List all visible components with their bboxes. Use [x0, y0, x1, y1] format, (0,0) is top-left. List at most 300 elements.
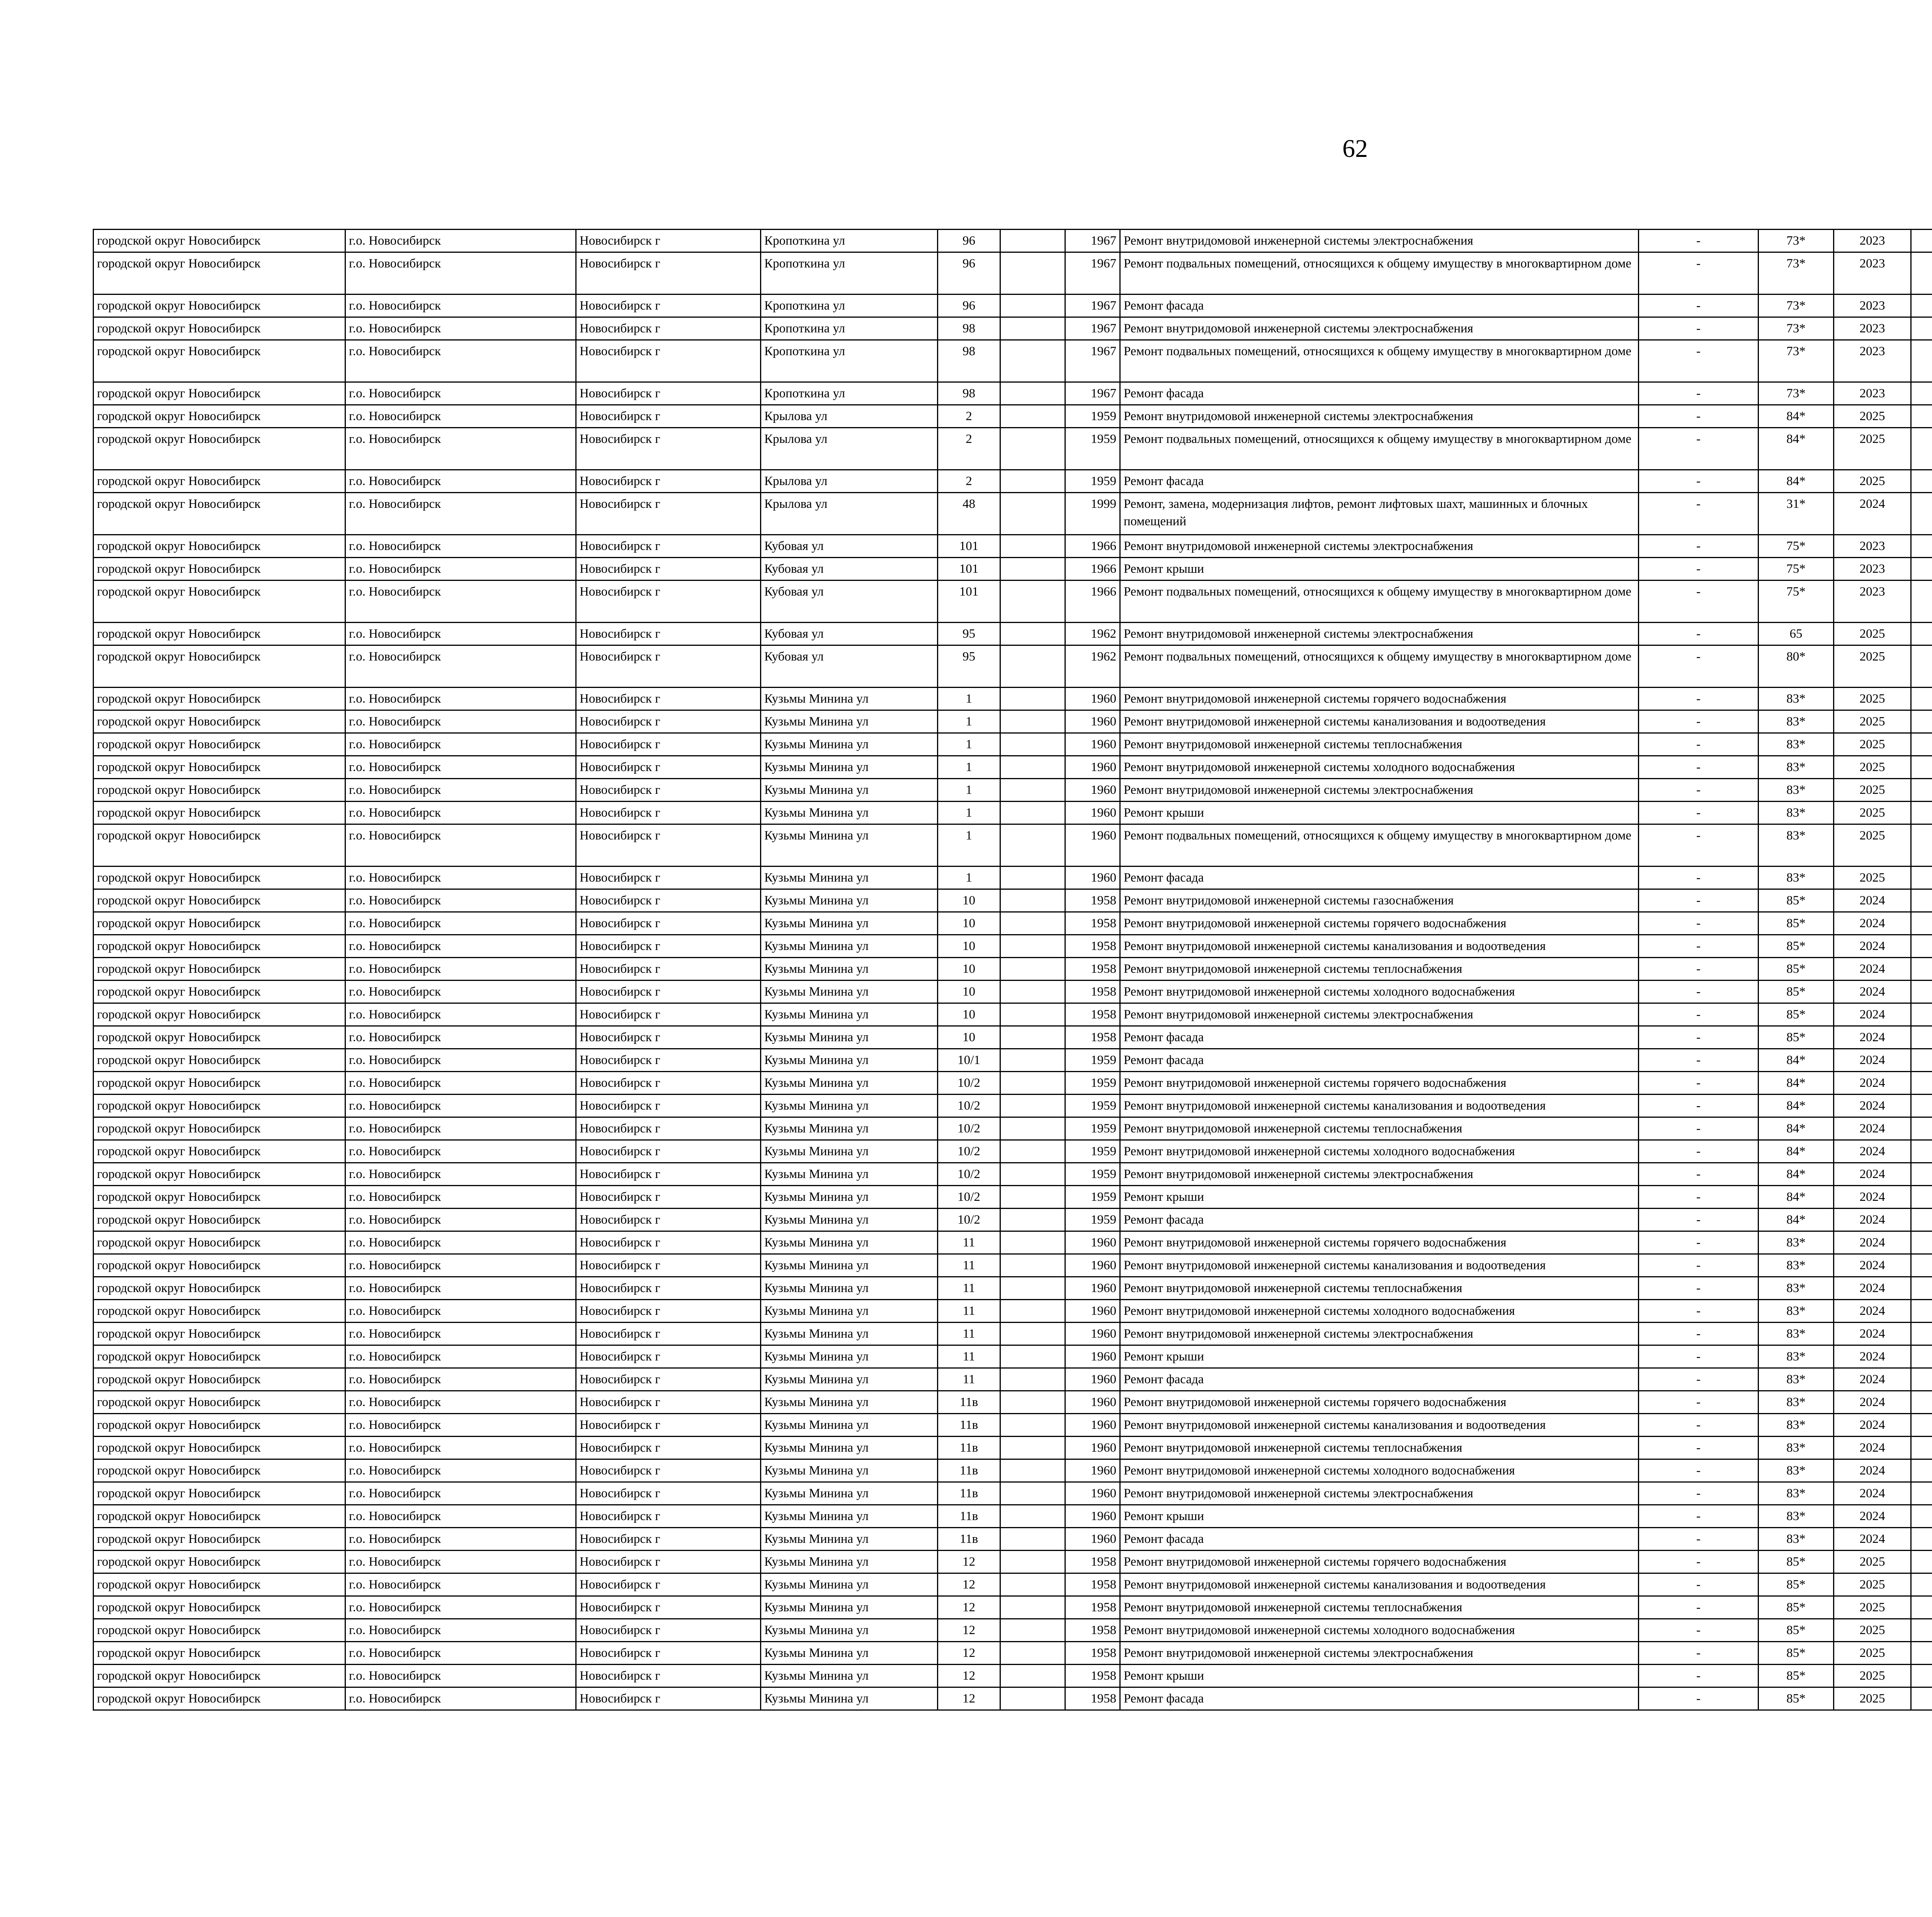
cell-work-type: Ремонт крыши: [1120, 1505, 1639, 1528]
cell-work-type: Ремонт внутридомовой инженерной системы теплоснабжения: [1120, 958, 1639, 981]
cell-year-end: [1911, 493, 1932, 535]
cell-house: 12: [938, 1619, 1000, 1642]
table-row: [94, 230, 1932, 252]
cell-service-life: 83*: [1759, 710, 1834, 733]
cell-house: 98: [938, 382, 1000, 405]
cell-building: [1000, 428, 1065, 470]
cell-house: 10/2: [938, 1186, 1000, 1209]
table-row: [94, 623, 1932, 645]
cell-note: -: [1639, 1459, 1759, 1482]
table-row: [94, 645, 1932, 688]
cell-building: [1000, 1437, 1065, 1459]
cell-service-life: 84*: [1759, 1209, 1834, 1231]
cell-district: городской округ Новосибирск: [94, 756, 345, 779]
cell-note: -: [1639, 581, 1759, 623]
cell-street: Кузьмы Минина ул: [761, 1437, 938, 1459]
cell-year-built: 1962: [1065, 623, 1120, 645]
cell-note: -: [1639, 1687, 1759, 1710]
cell-settlement-type: г.о. Новосибирск: [345, 710, 576, 733]
cell-building: [1000, 1003, 1065, 1026]
cell-settlement-type: г.о. Новосибирск: [345, 382, 576, 405]
capital-repair-register-table: [93, 229, 1932, 1711]
cell-service-life: 85*: [1759, 1596, 1834, 1619]
cell-house: 10/2: [938, 1072, 1000, 1095]
cell-year-end: [1911, 1665, 1932, 1687]
cell-settlement: Новосибирск г: [576, 756, 761, 779]
cell-settlement: Новосибирск г: [576, 935, 761, 958]
cell-street: Кузьмы Минина ул: [761, 1596, 938, 1619]
cell-year-built: 1960: [1065, 688, 1120, 710]
table-row: [94, 733, 1932, 756]
cell-year-built: 1960: [1065, 779, 1120, 802]
cell-service-life: 83*: [1759, 802, 1834, 824]
table-row: [94, 428, 1932, 470]
cell-settlement: Новосибирск г: [576, 428, 761, 470]
cell-note: -: [1639, 340, 1759, 382]
cell-year-start: 2024: [1834, 1049, 1911, 1072]
cell-settlement: Новосибирск г: [576, 382, 761, 405]
cell-settlement-type: г.о. Новосибирск: [345, 733, 576, 756]
cell-service-life: 84*: [1759, 1072, 1834, 1095]
cell-building: [1000, 1459, 1065, 1482]
cell-settlement-type: г.о. Новосибирск: [345, 1505, 576, 1528]
cell-building: [1000, 889, 1065, 912]
cell-settlement: Новосибирск г: [576, 1231, 761, 1254]
cell-district: городской округ Новосибирск: [94, 1368, 345, 1391]
cell-settlement-type: г.о. Новосибирск: [345, 340, 576, 382]
table-row: [94, 1505, 1932, 1528]
cell-year-start: 2024: [1834, 1459, 1911, 1482]
cell-work-type: Ремонт, замена, модернизация лифтов, ремонт лифтовых шахт, машинных и блочных помещений: [1120, 493, 1639, 535]
cell-year-start: 2024: [1834, 1300, 1911, 1323]
cell-work-type: Ремонт внутридомовой инженерной системы горячего водоснабжения: [1120, 1231, 1639, 1254]
cell-settlement-type: г.о. Новосибирск: [345, 824, 576, 867]
cell-year-end: [1911, 756, 1932, 779]
table-row: [94, 493, 1932, 535]
cell-work-type: Ремонт подвальных помещений, относящихся к общему имуществу в многоквартирном доме: [1120, 428, 1639, 470]
cell-year-end: [1911, 623, 1932, 645]
cell-year-start: 2023: [1834, 382, 1911, 405]
cell-house: 10/2: [938, 1117, 1000, 1140]
cell-street: Кропоткина ул: [761, 340, 938, 382]
cell-settlement: Новосибирск г: [576, 1368, 761, 1391]
cell-settlement-type: г.о. Новосибирск: [345, 405, 576, 428]
cell-year-built: 1958: [1065, 1687, 1120, 1710]
register-body: [94, 230, 1932, 1710]
cell-year-built: 1960: [1065, 1414, 1120, 1437]
cell-year-start: 2025: [1834, 1619, 1911, 1642]
cell-settlement: Новосибирск г: [576, 1095, 761, 1117]
table-row: [94, 1186, 1932, 1209]
cell-settlement-type: г.о. Новосибирск: [345, 1095, 576, 1117]
cell-year-end: [1911, 535, 1932, 558]
cell-street: Кузьмы Минина ул: [761, 1277, 938, 1300]
cell-year-start: 2023: [1834, 230, 1911, 252]
cell-year-built: 1960: [1065, 1345, 1120, 1368]
cell-note: -: [1639, 493, 1759, 535]
table-row: [94, 1072, 1932, 1095]
cell-year-start: 2024: [1834, 1323, 1911, 1345]
cell-house: 95: [938, 645, 1000, 688]
cell-street: Кузьмы Минина ул: [761, 1528, 938, 1551]
cell-year-start: 2025: [1834, 1551, 1911, 1573]
cell-year-built: 1959: [1065, 470, 1120, 493]
cell-street: Кузьмы Минина ул: [761, 935, 938, 958]
cell-service-life: 83*: [1759, 1368, 1834, 1391]
cell-building: [1000, 1140, 1065, 1163]
cell-year-end: [1911, 1072, 1932, 1095]
table-row: [94, 710, 1932, 733]
table-row: [94, 935, 1932, 958]
cell-note: -: [1639, 1140, 1759, 1163]
cell-year-start: 2025: [1834, 1665, 1911, 1687]
cell-settlement: Новосибирск г: [576, 912, 761, 935]
cell-year-end: [1911, 1254, 1932, 1277]
cell-house: 12: [938, 1642, 1000, 1665]
cell-note: -: [1639, 1277, 1759, 1300]
cell-service-life: 75*: [1759, 535, 1834, 558]
cell-service-life: 83*: [1759, 688, 1834, 710]
cell-district: городской округ Новосибирск: [94, 1254, 345, 1277]
cell-year-built: 1967: [1065, 295, 1120, 317]
cell-street: Кузьмы Минина ул: [761, 1323, 938, 1345]
cell-year-built: 1960: [1065, 1459, 1120, 1482]
cell-street: Кузьмы Минина ул: [761, 1368, 938, 1391]
table-row: [94, 1414, 1932, 1437]
table-row: [94, 1209, 1932, 1231]
cell-year-start: 2025: [1834, 470, 1911, 493]
cell-settlement-type: г.о. Новосибирск: [345, 295, 576, 317]
cell-note: -: [1639, 295, 1759, 317]
cell-work-type: Ремонт внутридомовой инженерной системы канализования и водоотведения: [1120, 710, 1639, 733]
cell-year-built: 1960: [1065, 733, 1120, 756]
cell-district: городской округ Новосибирск: [94, 1095, 345, 1117]
cell-work-type: Ремонт внутридомовой инженерной системы электроснабжения: [1120, 230, 1639, 252]
cell-settlement-type: г.о. Новосибирск: [345, 1140, 576, 1163]
cell-street: Кузьмы Минина ул: [761, 1072, 938, 1095]
cell-district: городской округ Новосибирск: [94, 935, 345, 958]
cell-year-end: [1911, 1140, 1932, 1163]
table-row: [94, 1528, 1932, 1551]
table-row: [94, 317, 1932, 340]
cell-street: Кузьмы Минина ул: [761, 1140, 938, 1163]
cell-settlement: Новосибирск г: [576, 1505, 761, 1528]
cell-note: -: [1639, 1323, 1759, 1345]
cell-year-built: 1959: [1065, 1095, 1120, 1117]
cell-street: Кузьмы Минина ул: [761, 1163, 938, 1186]
cell-settlement-type: г.о. Новосибирск: [345, 1300, 576, 1323]
cell-settlement: Новосибирск г: [576, 1345, 761, 1368]
cell-work-type: Ремонт внутридомовой инженерной системы электроснабжения: [1120, 317, 1639, 340]
cell-street: Кузьмы Минина ул: [761, 1619, 938, 1642]
table-row: [94, 688, 1932, 710]
cell-work-type: Ремонт фасада: [1120, 470, 1639, 493]
table-row: [94, 802, 1932, 824]
cell-work-type: Ремонт внутридомовой инженерной системы канализования и водоотведения: [1120, 1414, 1639, 1437]
cell-house: 1: [938, 756, 1000, 779]
cell-work-type: Ремонт фасада: [1120, 867, 1639, 889]
cell-note: -: [1639, 1231, 1759, 1254]
cell-settlement-type: г.о. Новосибирск: [345, 1368, 576, 1391]
cell-settlement: Новосибирск г: [576, 1619, 761, 1642]
cell-house: 11: [938, 1300, 1000, 1323]
cell-street: Крылова ул: [761, 493, 938, 535]
cell-district: городской округ Новосибирск: [94, 1323, 345, 1345]
cell-house: 10/2: [938, 1209, 1000, 1231]
cell-building: [1000, 1254, 1065, 1277]
cell-street: Кузьмы Минина ул: [761, 1505, 938, 1528]
cell-year-built: 1966: [1065, 535, 1120, 558]
cell-district: городской округ Новосибирск: [94, 252, 345, 295]
cell-district: городской округ Новосибирск: [94, 1163, 345, 1186]
cell-work-type: Ремонт внутридомовой инженерной системы канализования и водоотведения: [1120, 1573, 1639, 1596]
cell-service-life: 84*: [1759, 1117, 1834, 1140]
cell-district: городской округ Новосибирск: [94, 733, 345, 756]
cell-service-life: 84*: [1759, 405, 1834, 428]
cell-street: Кузьмы Минина ул: [761, 779, 938, 802]
cell-year-end: [1911, 581, 1932, 623]
cell-year-end: [1911, 1573, 1932, 1596]
cell-building: [1000, 710, 1065, 733]
cell-year-built: 1960: [1065, 710, 1120, 733]
cell-year-end: [1911, 1345, 1932, 1368]
table-row: [94, 1482, 1932, 1505]
cell-year-start: 2024: [1834, 1505, 1911, 1528]
cell-service-life: 73*: [1759, 340, 1834, 382]
cell-year-built: 1960: [1065, 1277, 1120, 1300]
cell-settlement-type: г.о. Новосибирск: [345, 623, 576, 645]
cell-street: Кузьмы Минина ул: [761, 1300, 938, 1323]
cell-year-built: 1959: [1065, 1163, 1120, 1186]
cell-building: [1000, 623, 1065, 645]
cell-service-life: 84*: [1759, 1140, 1834, 1163]
cell-settlement-type: г.о. Новосибирск: [345, 1163, 576, 1186]
cell-note: -: [1639, 779, 1759, 802]
cell-year-start: 2024: [1834, 1231, 1911, 1254]
cell-house: 1: [938, 710, 1000, 733]
cell-building: [1000, 981, 1065, 1003]
cell-district: городской округ Новосибирск: [94, 1026, 345, 1049]
cell-district: городской округ Новосибирск: [94, 230, 345, 252]
cell-service-life: 85*: [1759, 1642, 1834, 1665]
cell-building: [1000, 1300, 1065, 1323]
cell-year-end: [1911, 558, 1932, 581]
cell-work-type: Ремонт внутридомовой инженерной системы канализования и водоотведения: [1120, 935, 1639, 958]
cell-district: городской округ Новосибирск: [94, 295, 345, 317]
cell-district: городской округ Новосибирск: [94, 623, 345, 645]
cell-building: [1000, 1665, 1065, 1687]
cell-house: 11: [938, 1277, 1000, 1300]
cell-work-type: Ремонт внутридомовой инженерной системы теплоснабжения: [1120, 1277, 1639, 1300]
cell-year-start: 2023: [1834, 295, 1911, 317]
cell-building: [1000, 1049, 1065, 1072]
table-row: [94, 958, 1932, 981]
table-row: [94, 405, 1932, 428]
cell-work-type: Ремонт внутридомовой инженерной системы холодного водоснабжения: [1120, 756, 1639, 779]
cell-district: городской округ Новосибирск: [94, 581, 345, 623]
table-row: [94, 1551, 1932, 1573]
cell-building: [1000, 230, 1065, 252]
cell-street: Кубовая ул: [761, 558, 938, 581]
cell-settlement: Новосибирск г: [576, 1323, 761, 1345]
table-row: [94, 779, 1932, 802]
cell-settlement-type: г.о. Новосибирск: [345, 1573, 576, 1596]
cell-district: городской округ Новосибирск: [94, 867, 345, 889]
table-row: [94, 535, 1932, 558]
cell-district: городской округ Новосибирск: [94, 1551, 345, 1573]
cell-building: [1000, 382, 1065, 405]
cell-work-type: Ремонт внутридомовой инженерной системы горячего водоснабжения: [1120, 1072, 1639, 1095]
cell-year-start: 2023: [1834, 252, 1911, 295]
cell-note: -: [1639, 470, 1759, 493]
cell-year-built: 1959: [1065, 405, 1120, 428]
cell-house: 10: [938, 1026, 1000, 1049]
cell-service-life: 83*: [1759, 733, 1834, 756]
cell-year-end: [1911, 824, 1932, 867]
cell-note: -: [1639, 756, 1759, 779]
cell-year-end: [1911, 230, 1932, 252]
cell-service-life: 83*: [1759, 1300, 1834, 1323]
cell-settlement-type: г.о. Новосибирск: [345, 1049, 576, 1072]
cell-service-life: 83*: [1759, 824, 1834, 867]
cell-house: 12: [938, 1573, 1000, 1596]
cell-settlement-type: г.о. Новосибирск: [345, 581, 576, 623]
cell-year-end: [1911, 1596, 1932, 1619]
cell-street: Кузьмы Минина ул: [761, 1186, 938, 1209]
cell-settlement-type: г.о. Новосибирск: [345, 1003, 576, 1026]
cell-house: 2: [938, 405, 1000, 428]
cell-service-life: 85*: [1759, 1619, 1834, 1642]
cell-work-type: Ремонт крыши: [1120, 1186, 1639, 1209]
cell-year-end: [1911, 1049, 1932, 1072]
cell-settlement-type: г.о. Новосибирск: [345, 1254, 576, 1277]
cell-street: Кузьмы Минина ул: [761, 889, 938, 912]
cell-note: -: [1639, 623, 1759, 645]
cell-building: [1000, 779, 1065, 802]
cell-service-life: 83*: [1759, 1391, 1834, 1414]
cell-settlement: Новосибирск г: [576, 802, 761, 824]
cell-note: -: [1639, 1163, 1759, 1186]
cell-year-start: 2025: [1834, 867, 1911, 889]
cell-district: городской округ Новосибирск: [94, 958, 345, 981]
cell-work-type: Ремонт внутридомовой инженерной системы канализования и водоотведения: [1120, 1095, 1639, 1117]
cell-district: городской округ Новосибирск: [94, 1277, 345, 1300]
cell-settlement: Новосибирск г: [576, 317, 761, 340]
cell-house: 101: [938, 581, 1000, 623]
cell-year-end: [1911, 1209, 1932, 1231]
cell-year-built: 1959: [1065, 1186, 1120, 1209]
cell-note: -: [1639, 317, 1759, 340]
cell-service-life: 73*: [1759, 317, 1834, 340]
cell-street: Кузьмы Минина ул: [761, 1642, 938, 1665]
cell-house: 95: [938, 623, 1000, 645]
cell-settlement-type: г.о. Новосибирск: [345, 1459, 576, 1482]
cell-district: городской округ Новосибирск: [94, 802, 345, 824]
cell-house: 10/1: [938, 1049, 1000, 1072]
cell-street: Кропоткина ул: [761, 382, 938, 405]
cell-year-start: 2025: [1834, 1687, 1911, 1710]
cell-settlement: Новосибирск г: [576, 1687, 761, 1710]
cell-street: Кузьмы Минина ул: [761, 733, 938, 756]
cell-year-end: [1911, 1186, 1932, 1209]
cell-year-end: [1911, 935, 1932, 958]
cell-house: 101: [938, 558, 1000, 581]
cell-note: -: [1639, 981, 1759, 1003]
cell-house: 1: [938, 824, 1000, 867]
cell-settlement-type: г.о. Новосибирск: [345, 1323, 576, 1345]
cell-year-built: 1960: [1065, 1368, 1120, 1391]
cell-service-life: 85*: [1759, 981, 1834, 1003]
cell-year-end: [1911, 889, 1932, 912]
cell-district: городской округ Новосибирск: [94, 405, 345, 428]
cell-work-type: Ремонт внутридомовой инженерной системы холодного водоснабжения: [1120, 1140, 1639, 1163]
table-row: [94, 1687, 1932, 1710]
table-row: [94, 252, 1932, 295]
cell-district: городской округ Новосибирск: [94, 1231, 345, 1254]
cell-year-start: 2024: [1834, 1003, 1911, 1026]
cell-work-type: Ремонт фасада: [1120, 295, 1639, 317]
cell-settlement: Новосибирск г: [576, 889, 761, 912]
cell-building: [1000, 1117, 1065, 1140]
cell-settlement: Новосибирск г: [576, 1140, 761, 1163]
table-row: [94, 889, 1932, 912]
cell-building: [1000, 802, 1065, 824]
cell-building: [1000, 1482, 1065, 1505]
cell-settlement: Новосибирск г: [576, 1573, 761, 1596]
cell-settlement: Новосибирск г: [576, 535, 761, 558]
cell-service-life: 83*: [1759, 1528, 1834, 1551]
cell-house: 12: [938, 1687, 1000, 1710]
cell-year-end: [1911, 1482, 1932, 1505]
cell-service-life: 83*: [1759, 1414, 1834, 1437]
cell-service-life: 85*: [1759, 889, 1834, 912]
cell-note: -: [1639, 912, 1759, 935]
cell-street: Кузьмы Минина ул: [761, 867, 938, 889]
cell-settlement: Новосибирск г: [576, 581, 761, 623]
cell-year-end: [1911, 1277, 1932, 1300]
cell-building: [1000, 493, 1065, 535]
cell-building: [1000, 733, 1065, 756]
cell-building: [1000, 1642, 1065, 1665]
cell-note: -: [1639, 1414, 1759, 1437]
cell-year-start: 2024: [1834, 1528, 1911, 1551]
cell-year-end: [1911, 958, 1932, 981]
cell-settlement: Новосибирск г: [576, 1186, 761, 1209]
cell-building: [1000, 1505, 1065, 1528]
cell-work-type: Ремонт внутридомовой инженерной системы электроснабжения: [1120, 535, 1639, 558]
cell-settlement: Новосибирск г: [576, 1026, 761, 1049]
cell-year-end: [1911, 428, 1932, 470]
cell-year-start: 2024: [1834, 1140, 1911, 1163]
cell-settlement: Новосибирск г: [576, 493, 761, 535]
cell-work-type: Ремонт крыши: [1120, 802, 1639, 824]
cell-year-built: 1967: [1065, 382, 1120, 405]
cell-district: городской округ Новосибирск: [94, 1437, 345, 1459]
cell-work-type: Ремонт крыши: [1120, 1345, 1639, 1368]
cell-note: -: [1639, 1619, 1759, 1642]
cell-service-life: 83*: [1759, 1277, 1834, 1300]
cell-street: Кропоткина ул: [761, 252, 938, 295]
cell-year-built: 1959: [1065, 1209, 1120, 1231]
cell-district: городской округ Новосибирск: [94, 645, 345, 688]
cell-work-type: Ремонт фасада: [1120, 1209, 1639, 1231]
cell-year-end: [1911, 733, 1932, 756]
cell-district: городской округ Новосибирск: [94, 688, 345, 710]
cell-work-type: Ремонт внутридомовой инженерной системы холодного водоснабжения: [1120, 981, 1639, 1003]
cell-note: -: [1639, 1117, 1759, 1140]
cell-house: 11: [938, 1231, 1000, 1254]
cell-district: городской округ Новосибирск: [94, 1687, 345, 1710]
